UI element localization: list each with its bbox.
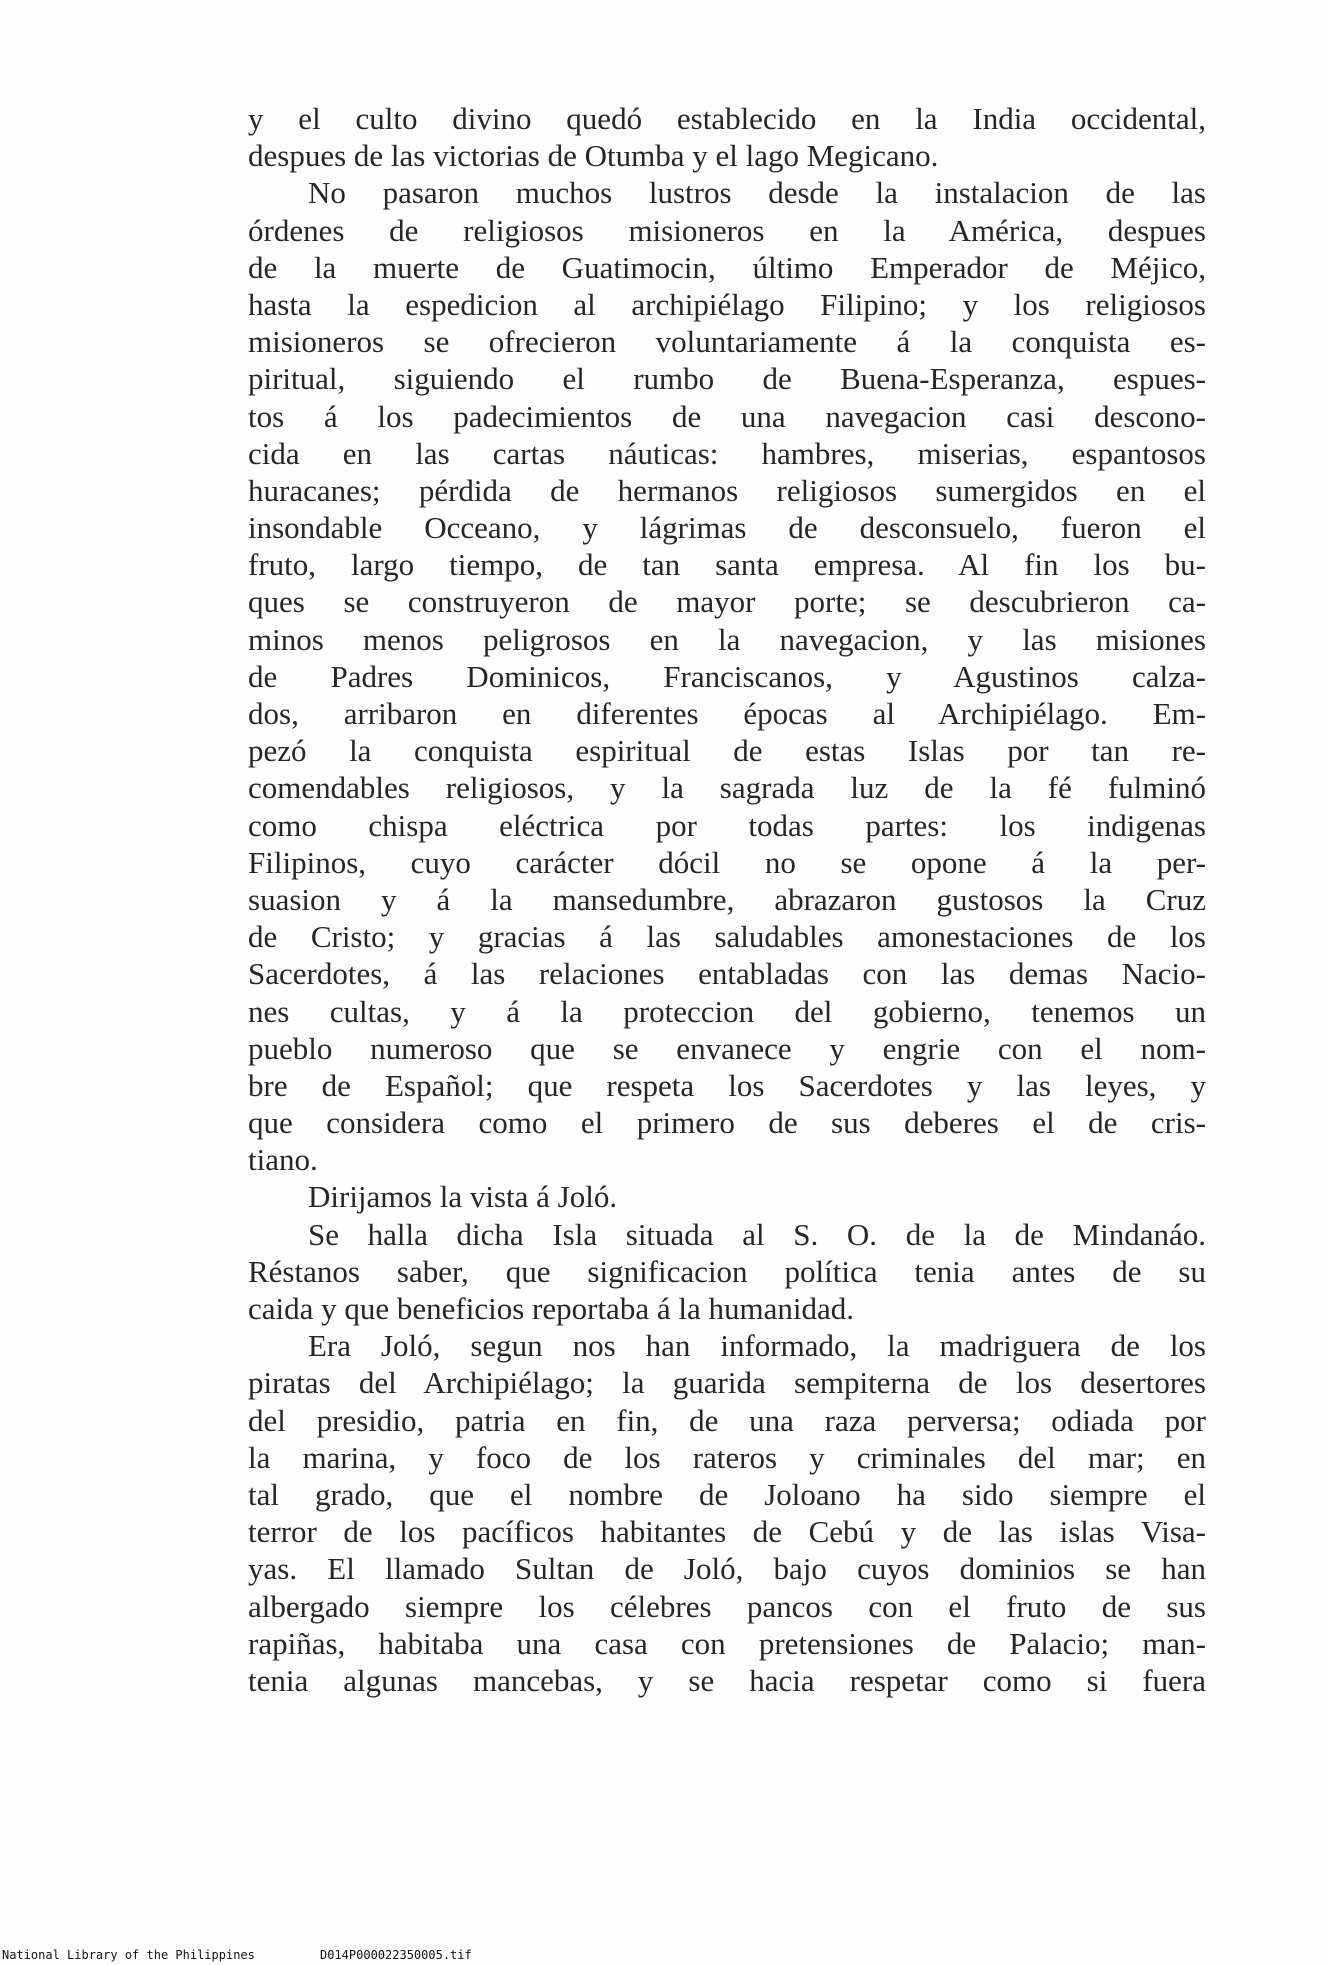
text-line: del presidio, patria en fin, de una raza perversa; odiada por xyxy=(248,1402,1206,1438)
text-line: minos menos peligrosos en la navegacion, y las misiones xyxy=(248,621,1206,657)
text-line: misioneros se ofrecieron voluntariamente á la conquista es- xyxy=(248,324,1206,360)
text-line: tal grado, que el nombre de Joloano ha sido siempre el xyxy=(248,1476,1206,1512)
text-line: No pasaron muchos lustros desde la instalacion de las xyxy=(308,175,1206,211)
text-line: piratas del Archipiélago; la guarida sempiterna de los desertores xyxy=(248,1365,1206,1401)
text-line: comendables religiosos, y la sagrada luz de la fé fulminó xyxy=(248,770,1206,806)
text-line: Réstanos saber, que significacion política tenia antes de su xyxy=(248,1253,1206,1289)
text-line: dos, arribaron en diferentes épocas al Archipiélago. Em- xyxy=(248,696,1206,731)
text-line: órdenes de religiosos misioneros en la América, despues xyxy=(248,212,1206,248)
text-line: albergado siempre los célebres pancos con el fruto de sus xyxy=(248,1588,1206,1624)
text-line: y el culto divino quedó establecido en la India occidental, xyxy=(248,101,1206,136)
text-line: de Cristo; y gracias á las saludables amonestaciones de los xyxy=(248,919,1206,955)
text-line: fruto, largo tiempo, de tan santa empresa. Al fin los bu- xyxy=(248,547,1206,583)
text-line: hasta la espedicion al archipiélago Filipino; y los religiosos xyxy=(248,286,1206,322)
text-line: ques se construyeron de mayor porte; se descubrieron ca- xyxy=(248,584,1206,620)
file-name: D014P000022350005.tif xyxy=(320,1948,472,1962)
text-line: despues de las victorias de Otumba y el lago Megicano. xyxy=(248,138,939,174)
library-name: National Library of the Philippines xyxy=(2,1948,255,1962)
text-line: huracanes; pérdida de hermanos religiosos sumergidos en el xyxy=(248,472,1206,508)
text-line: tiano. xyxy=(248,1142,318,1178)
text-line: la marina, y foco de los rateros y criminales del mar; en xyxy=(248,1439,1206,1475)
text-line: pezó la conquista espiritual de estas Islas por tan re- xyxy=(248,733,1206,769)
text-line: piritual, siguiendo el rumbo de Buena-Esperanza, espues- xyxy=(248,361,1206,397)
text-line: de la muerte de Guatimocin, último Emperador de Méjico, xyxy=(248,249,1206,285)
text-line: pueblo numeroso que se envanece y engrie con el nom- xyxy=(248,1030,1206,1066)
text-line: bre de Español; que respeta los Sacerdotes y las leyes, y xyxy=(248,1067,1206,1103)
text-line: caida y que beneficios reportaba á la humanidad. xyxy=(248,1291,854,1326)
text-line: rapiñas, habitaba una casa con pretensiones de Palacio; man- xyxy=(248,1625,1206,1661)
text-line: terror de los pacíficos habitantes de Cebú y de las islas Visa- xyxy=(248,1514,1206,1550)
text-line: que considera como el primero de sus deberes el de cris- xyxy=(248,1105,1206,1141)
text-line: como chispa eléctrica por todas partes: los indigenas xyxy=(248,807,1206,843)
text-line: insondable Occeano, y lágrimas de desconsuelo, fueron el xyxy=(248,510,1206,546)
text-line: Sacerdotes, á las relaciones entabladas con las demas Nacio- xyxy=(248,956,1206,992)
text-line: Era Joló, segun nos han informado, la madriguera de los xyxy=(308,1328,1206,1364)
body-text xyxy=(248,100,1206,1699)
text-line: cida en las cartas náuticas: hambres, miserias, espantosos xyxy=(248,435,1206,471)
text-line: de Padres Dominicos, Franciscanos, y Agustinos calza- xyxy=(248,658,1206,694)
text-line: Dirijamos la vista á Joló. xyxy=(308,1179,618,1215)
text-line: tos á los padecimientos de una navegacion casi descono- xyxy=(248,398,1206,434)
text-line: nes cultas, y á la proteccion del gobierno, tenemos un xyxy=(248,993,1206,1029)
text-line: Se halla dicha Isla situada al S. O. de la de Mindanáo. xyxy=(308,1216,1206,1252)
text-line: yas. El llamado Sultan de Joló, bajo cuyos dominios se han xyxy=(248,1551,1206,1587)
text-line: Filipinos, cuyo carácter dócil no se opone á la per- xyxy=(248,844,1206,880)
text-line: suasion y á la mansedumbre, abrazaron gustosos la Cruz xyxy=(248,881,1206,917)
text-line: tenia algunas mancebas, y se hacia respetar como si fuera xyxy=(248,1662,1206,1698)
scan-footer xyxy=(0,1946,1327,1965)
